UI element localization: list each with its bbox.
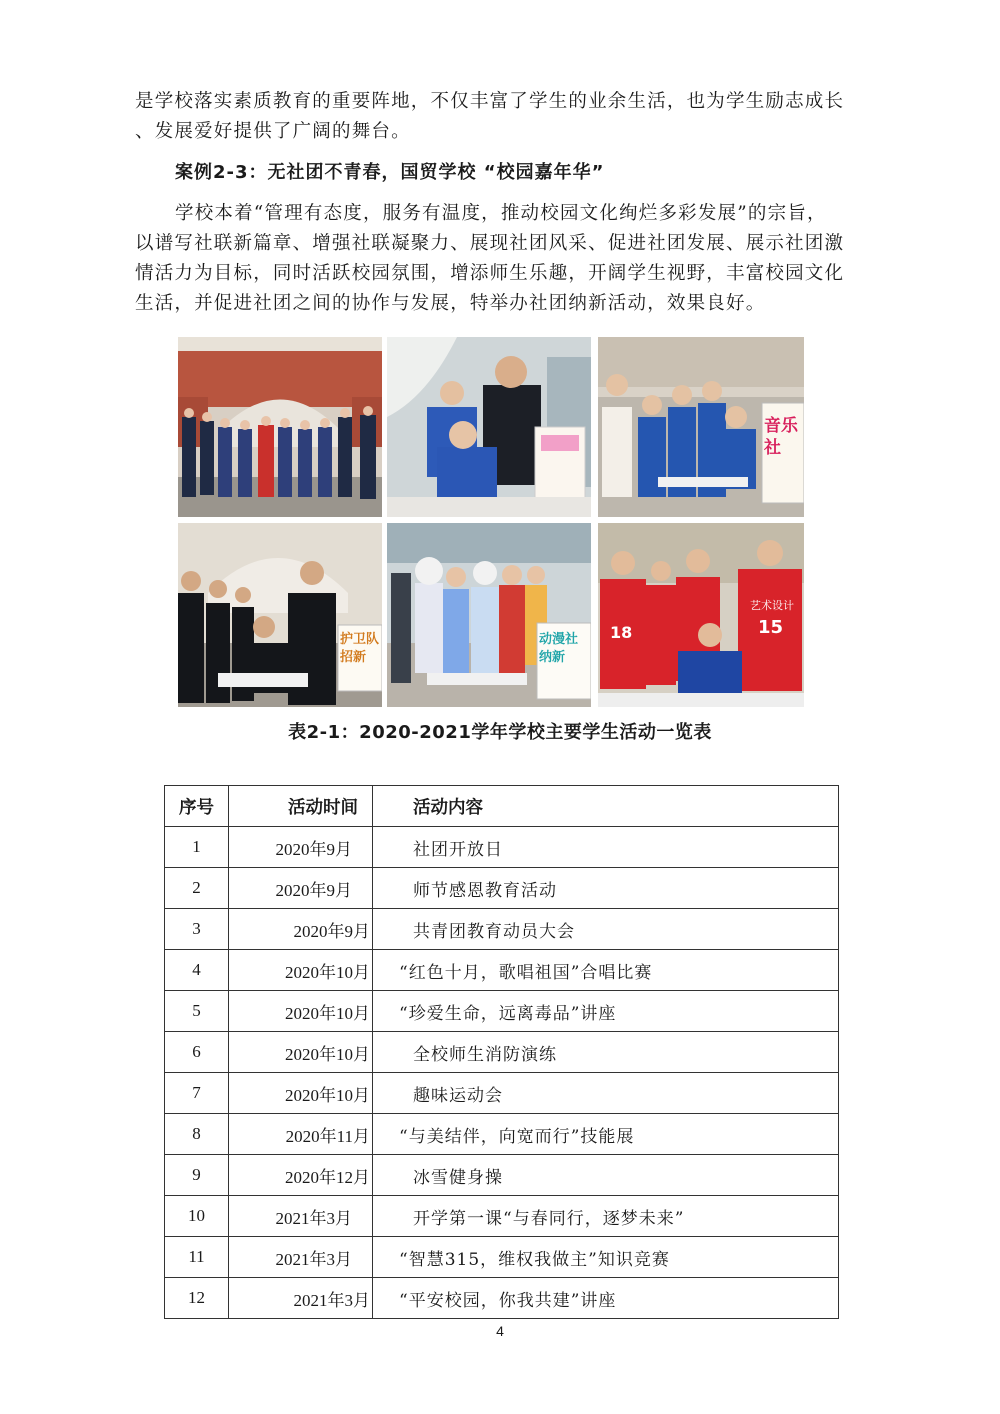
table-row: [165, 1114, 839, 1155]
table-row: [165, 1196, 839, 1237]
row-time: 2021年3月: [229, 1196, 373, 1237]
table-row: [165, 868, 839, 909]
intro-paragraph: [135, 87, 865, 147]
row-time: 2020年10月: [229, 950, 373, 991]
row-number: 12: [165, 1278, 229, 1319]
row-content: “平安校园，你我共建”讲座: [373, 1278, 839, 1319]
row-content: 冰雪健身操: [373, 1155, 839, 1196]
body-line: 生活，并促进社团之间的协作与发展，特举办社团纳新活动，效果良好。: [135, 293, 766, 314]
row-number: 6: [165, 1032, 229, 1073]
row-time: 2020年10月: [229, 1032, 373, 1073]
row-number: 4: [165, 950, 229, 991]
row-time: 2020年10月: [229, 991, 373, 1032]
row-number: 5: [165, 991, 229, 1032]
row-time: 2020年9月: [229, 868, 373, 909]
row-content: “珍爱生命，远离毒品”讲座: [373, 991, 839, 1032]
row-time: 2021年3月: [229, 1278, 373, 1319]
row-number: 11: [165, 1237, 229, 1278]
case-title: 案例2-3：无社团不青春，国贸学校 “校园嘉年华”: [175, 162, 605, 183]
row-time: 2020年9月: [229, 909, 373, 950]
row-number: 2: [165, 868, 229, 909]
table-row: [165, 1073, 839, 1114]
table-row: [165, 950, 839, 991]
body-line: 情活力为目标，同时活跃校园氛围，增添师生乐趣，开阔学生视野，丰富校园文化: [135, 263, 845, 284]
row-time: 2020年11月: [229, 1114, 373, 1155]
body-paragraph: [135, 199, 865, 319]
body-line: 以谱写社联新篇章、增强社联凝聚力、展现社团风采、促进社团发展、展示社团激: [135, 233, 845, 254]
body-line: 学校本着“管理有态度，服务有温度，推动校园文化绚烂多彩发展”的宗旨，: [175, 203, 827, 224]
jersey-number-15: 15: [758, 617, 784, 638]
jersey-number-18: 18: [610, 623, 633, 642]
row-time: 2020年9月: [229, 827, 373, 868]
header-number: 序号: [165, 786, 229, 827]
photo-basketball-team: [598, 523, 804, 707]
row-time: 2021年3月: [229, 1237, 373, 1278]
row-content: “红色十月，歌唱祖国”合唱比赛: [373, 950, 839, 991]
row-content: “与美结伴，向宽而行”技能展: [373, 1114, 839, 1155]
security-sign: 护卫队 招新: [340, 632, 380, 665]
table-row: [165, 909, 839, 950]
row-content: “智慧315，维权我做主”知识竞赛: [373, 1237, 839, 1278]
photo-music-club: [598, 337, 804, 517]
row-time: 2020年10月: [229, 1073, 373, 1114]
row-content: 全校师生消防演练: [373, 1032, 839, 1073]
row-number: 10: [165, 1196, 229, 1237]
row-number: 9: [165, 1155, 229, 1196]
page-number: 4: [496, 1323, 504, 1339]
photo-security-team: [178, 523, 382, 707]
table-row: [165, 991, 839, 1032]
music-club-sign: 音乐社: [764, 416, 798, 458]
jersey-label: 艺术设计: [750, 599, 794, 612]
table-row: [165, 1032, 839, 1073]
row-number: 3: [165, 909, 229, 950]
table-row: [165, 1237, 839, 1278]
photo-uniform-team: [178, 337, 382, 517]
table-row: [165, 1155, 839, 1196]
row-number: 1: [165, 827, 229, 868]
photo-collage: [178, 337, 804, 707]
table-row: [165, 827, 839, 868]
activities-table: [164, 785, 839, 1319]
anime-club-sign: 动漫社 纳新: [539, 632, 579, 665]
table-caption: 表2-1：2020-2021学年学校主要学生活动一览表: [288, 722, 712, 743]
table-row: [165, 1278, 839, 1319]
photo-club-desk: [387, 337, 591, 517]
row-content: 开学第一课“与春同行，逐梦未来”: [373, 1196, 839, 1237]
row-content: 社团开放日: [373, 827, 839, 868]
intro-line: 、发展爱好提供了广阔的舞台。: [135, 121, 411, 142]
header-time: 活动时间: [229, 786, 373, 827]
row-content: 师节感恩教育活动: [373, 868, 839, 909]
row-time: 2020年12月: [229, 1155, 373, 1196]
header-content: 活动内容: [373, 786, 839, 827]
table-header-row: [165, 786, 839, 827]
row-content: 共青团教育动员大会: [373, 909, 839, 950]
photo-anime-club: [387, 523, 591, 707]
row-content: 趣味运动会: [373, 1073, 839, 1114]
row-number: 7: [165, 1073, 229, 1114]
row-number: 8: [165, 1114, 229, 1155]
intro-line: 是学校落实素质教育的重要阵地，不仅丰富了学生的业余生活，也为学生励志成长: [135, 91, 845, 112]
